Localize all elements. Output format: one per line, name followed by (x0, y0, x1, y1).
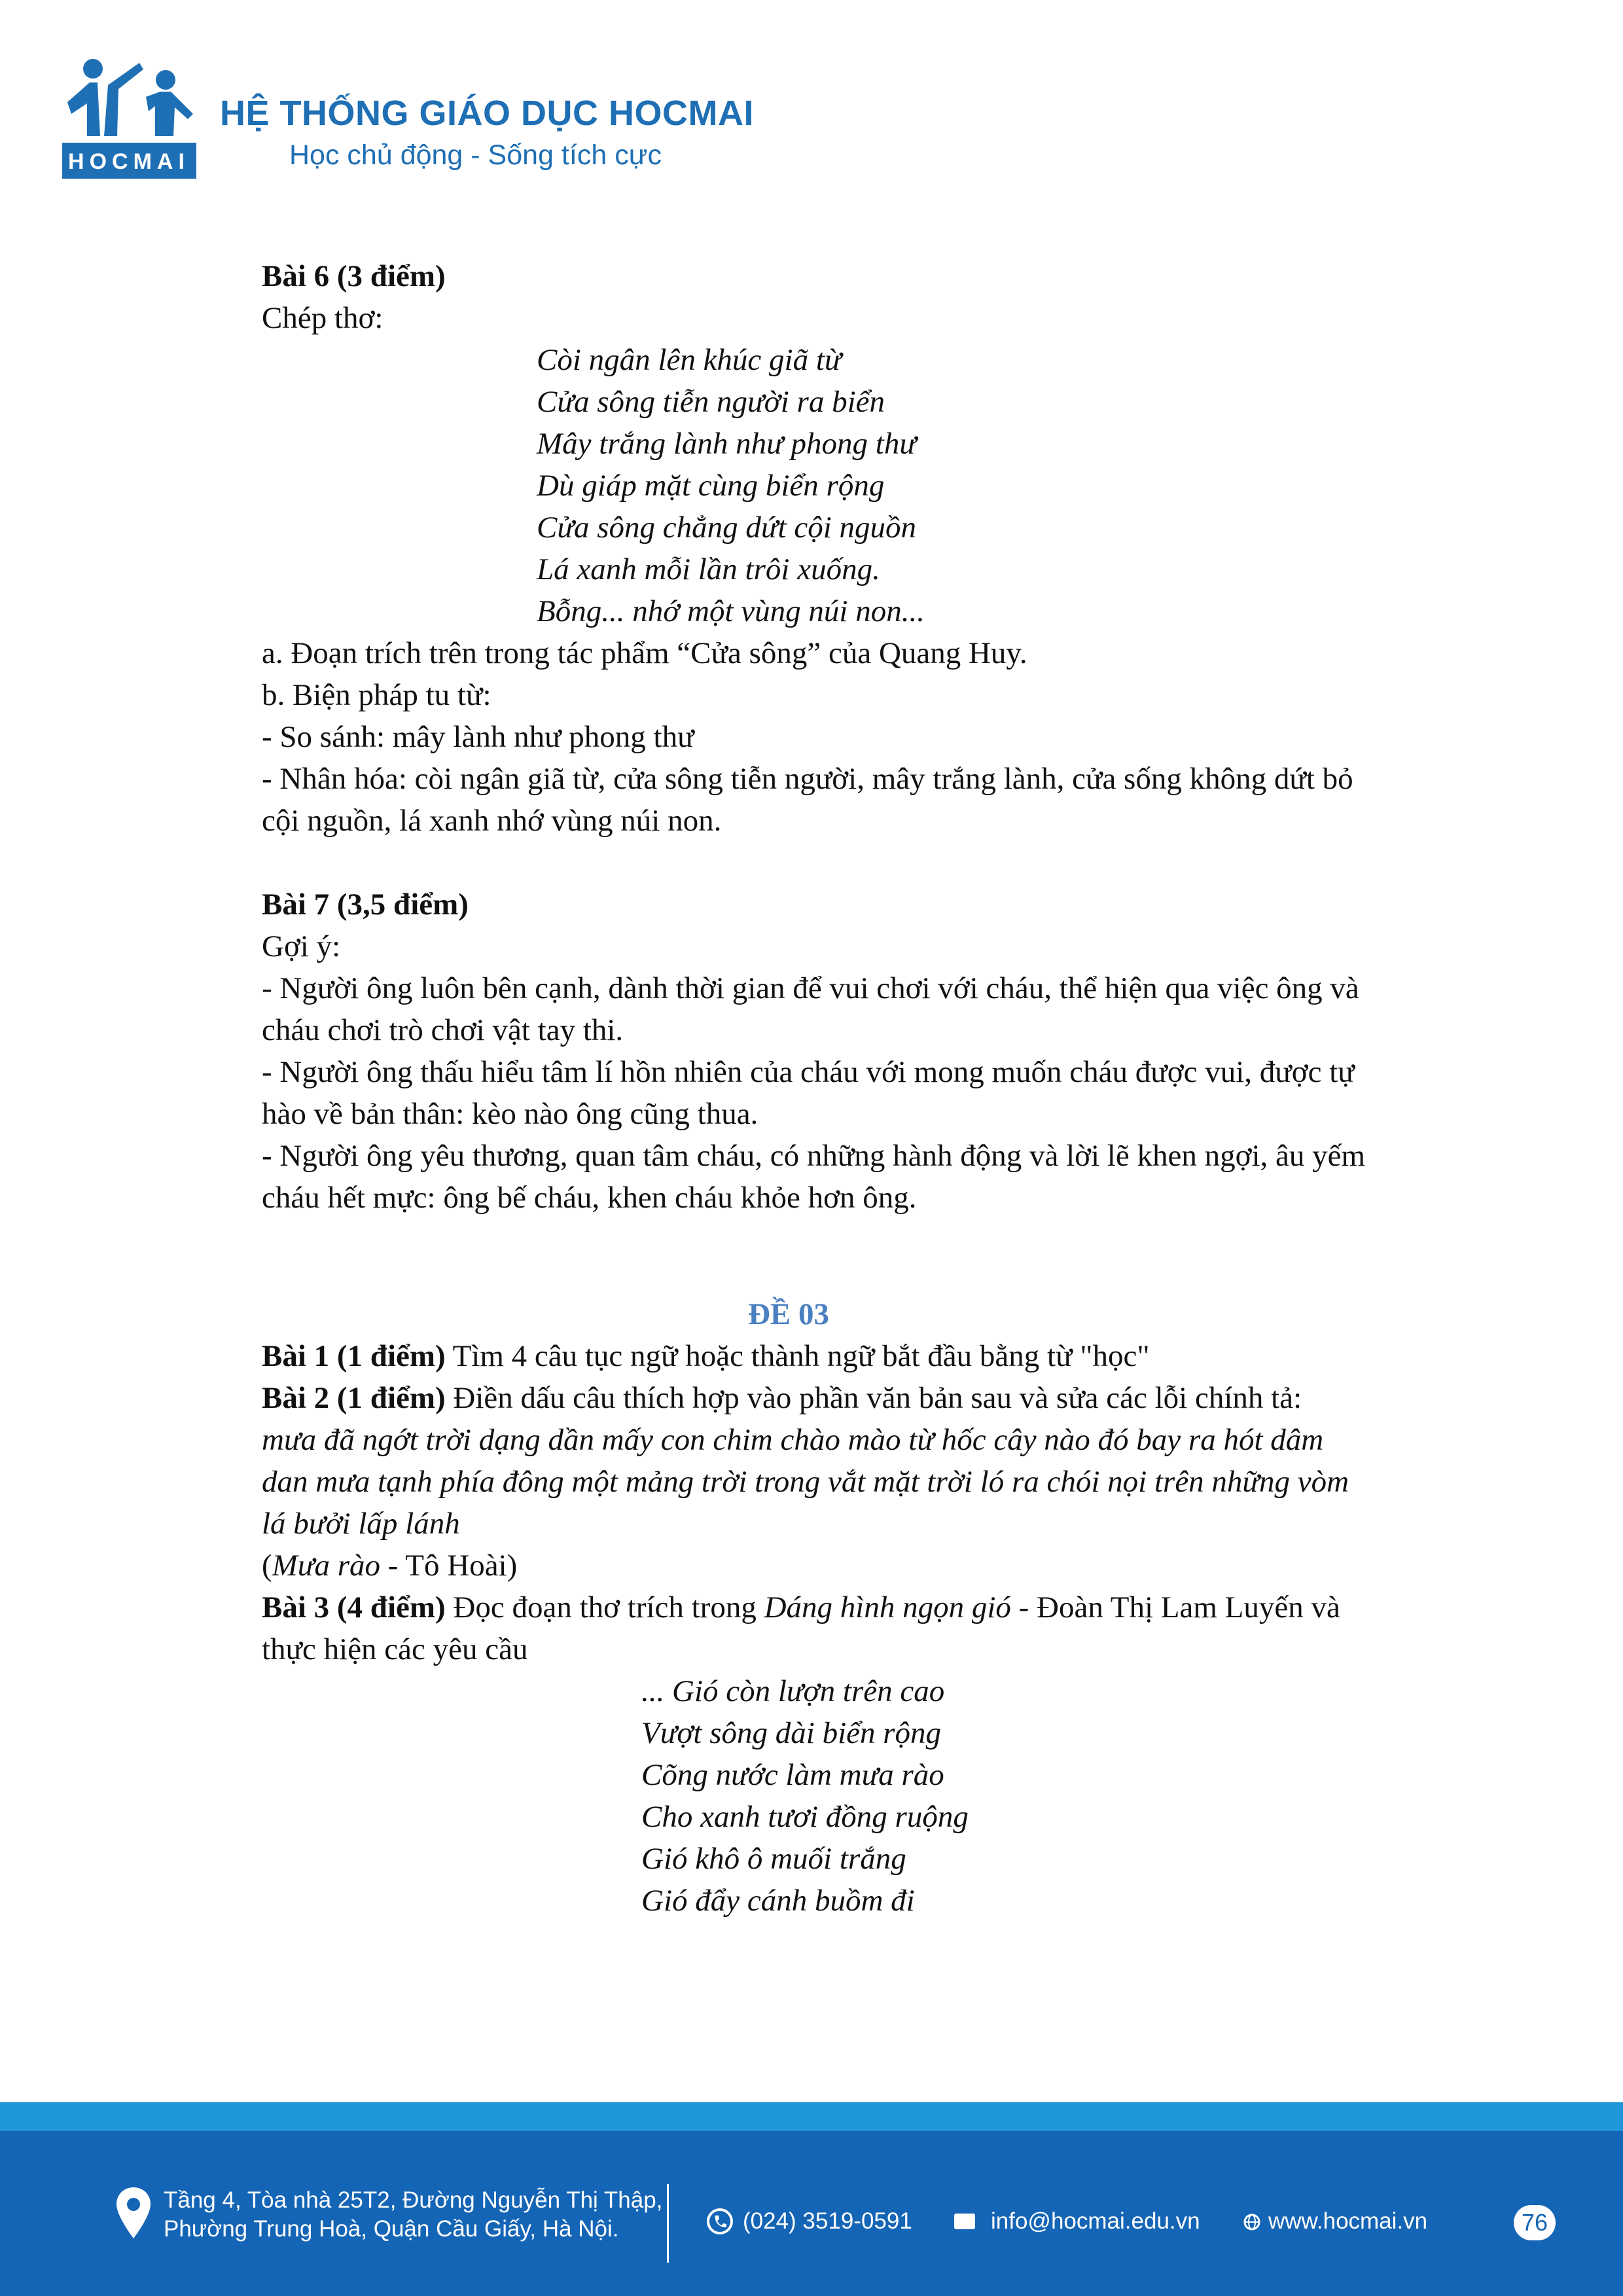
location-pin-icon (116, 2187, 151, 2238)
website-link[interactable]: www.hocmai.vn (1268, 2208, 1428, 2234)
poem-line: Cửa sông chẳng dứt cội nguồn (537, 511, 916, 545)
bai6-answer-b: b. Biện pháp tu từ: (262, 678, 491, 712)
page-header (0, 0, 1623, 196)
address-line-2: Phường Trung Hoà, Quận Cầu Giấy, Hà Nội. (164, 2216, 619, 2242)
brand-title: HỆ THỐNG GIÁO DỤC HOCMAI (220, 94, 754, 133)
bai1-text: Tìm 4 câu tục ngữ hoặc thành ngữ bắt đầu bằng từ "học" (445, 1339, 1150, 1373)
bai3-work: Dáng hình ngọn gió (764, 1590, 1011, 1624)
bai6-poem (262, 339, 1374, 632)
bai7-point: - Người ông luôn bên cạnh, dành thời gian để vui chơi với cháu, thể hiện qua việc ông và cháu chơi trò chơi vật tay thi. (262, 971, 1359, 1047)
bai2-source (262, 1545, 1374, 1587)
bai2-title: Bài 2 (1 điểm) (262, 1381, 446, 1415)
bai7-intro: Gợi ý: (262, 929, 341, 963)
document-body (262, 255, 1374, 1922)
poem-line: Bỗng... nhớ một vùng núi non... (537, 594, 925, 628)
footer-divider (667, 2184, 669, 2263)
globe-icon (1243, 2214, 1260, 2231)
bai7-point: - Người ông thấu hiểu tâm lí hồn nhiên của cháu với mong muốn cháu được vui, được tự hào về bản thân: kèo nào ông cũng thua. (262, 1055, 1355, 1131)
poem-line: Cõng nước làm mưa rào (641, 1758, 944, 1792)
bai6-title: Bài 6 (3 điểm) (262, 259, 446, 293)
email-link[interactable]: info@hocmai.edu.vn (991, 2208, 1200, 2234)
footer-stripe (0, 2102, 1623, 2131)
poem-line: Lá xanh mỗi lần trôi xuống. (537, 552, 880, 586)
brand-slogan: Học chủ động - Sống tích cực (289, 139, 662, 171)
source-author: - Tô Hoài) (380, 1549, 518, 1583)
bai6-nhan-hoa: - Nhân hóa: còi ngân giã từ, cửa sông tiễn người, mây trắng lành, cửa sống không dứt bỏ cội nguồn, lá xanh nhớ vùng núi non. (262, 762, 1353, 838)
hocmai-logo (62, 51, 196, 179)
bai6-intro: Chép thơ: (262, 301, 383, 335)
logo-text: HOCMAI (68, 149, 190, 174)
section-heading-de03: ĐỀ 03 (747, 1297, 830, 1331)
page-number-badge: 76 (1514, 2205, 1556, 2240)
poem-line: Gió khô ô muối trắng (641, 1842, 906, 1876)
poem-line: Vượt sông dài biển rộng (641, 1716, 942, 1750)
email-icon (954, 2214, 975, 2229)
address-line-1: Tầng 4, Tòa nhà 25T2, Đường Nguyễn Thị Thập, (164, 2187, 663, 2213)
poem-line: Còi ngân lên khúc giã từ (537, 343, 842, 377)
bai7-point: - Người ông yêu thương, quan tâm cháu, có những hành động và lời lẽ khen ngợi, âu yếm cháu hết mực: ông bế cháu, khen cháu khỏe hơn ông. (262, 1139, 1366, 1215)
bai3-pre: Đọc đoạn thơ trích trong (445, 1590, 764, 1624)
de03-bai3 (262, 1587, 1374, 1670)
source-title: Mưa rào (272, 1549, 380, 1583)
poem-line: ... Gió còn lượn trên cao (641, 1674, 945, 1708)
de03-bai1 (262, 1335, 1374, 1377)
bai2-passage: mưa đã ngớt trời dạng dần mấy con chim chào mào từ hốc cây nào đó bay ra hót dâm dan mưa tạnh phía đông một mảng trời trong vắt mặt trời ló ra chói nọi trên những vòm lá bưởi lấp lánh (262, 1423, 1349, 1541)
de03-bai2 (262, 1377, 1374, 1419)
poem-line: Gió đẩy cánh buồm đi (641, 1884, 915, 1918)
phone-number[interactable]: (024) 3519-0591 (743, 2208, 912, 2234)
poem-line: Cửa sông tiễn người ra biển (537, 385, 885, 419)
bai6-so-sanh: - So sánh: mây lành như phong thư (262, 720, 694, 754)
bai3-poem (262, 1670, 1374, 1922)
bai2-text: Điền dấu câu thích hợp vào phần văn bản sau và sửa các lỗi chính tả: (445, 1381, 1302, 1415)
bai6-answer-a: a. Đoạn trích trên trong tác phẩm “Cửa sông” của Quang Huy. (262, 636, 1027, 670)
phone-icon (707, 2208, 733, 2234)
paren: ( (262, 1549, 272, 1583)
bai3-post: - Đoàn Thị Lam Luyến và thực hiện các yêu cầu (262, 1590, 1340, 1666)
bai1-title: Bài 1 (1 điểm) (262, 1339, 446, 1373)
page-footer (0, 2102, 1623, 2296)
bai3-title: Bài 3 (4 điểm) (262, 1590, 446, 1624)
poem-line: Dù giáp mặt cùng biển rộng (537, 469, 885, 503)
bai7-title: Bài 7 (3,5 điểm) (262, 888, 469, 922)
poem-line: Cho xanh tươi đồng ruộng (641, 1800, 969, 1834)
poem-line: Mây trắng lành như phong thư (537, 427, 916, 461)
